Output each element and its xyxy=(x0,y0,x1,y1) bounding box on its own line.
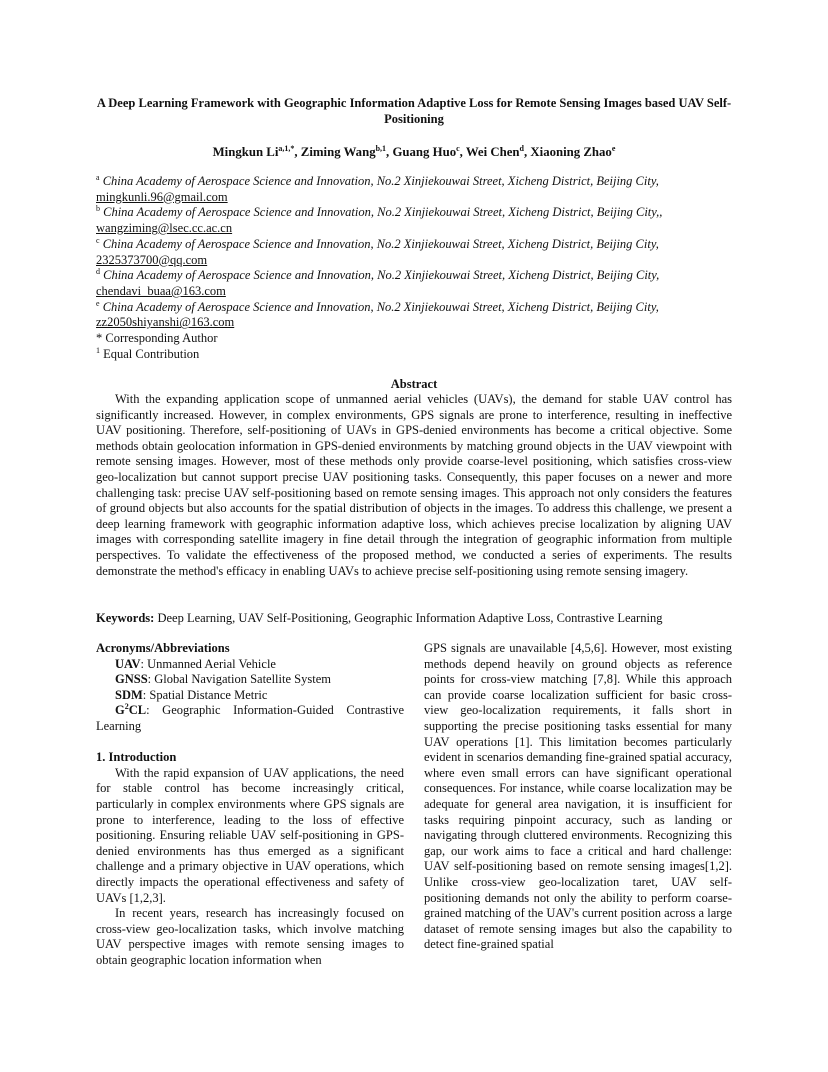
keywords-label: Keywords: xyxy=(96,611,155,625)
author: Guang Huo$^c$ xyxy=(392,144,460,159)
intro-paragraph: With the rapid expansion of UAV applications, the need for stable control has become increasingly critical, particularly in complex environments where GPS signals are prone to interference, leading to the loss of effective positioning. Ensuring reliable UAV self-positioning in GPS-denied environments has thus emerged as a significant challenge and a primary objective in UAV operations, which directly impacts the operational effectiveness and safety of UAVs [1,2,3]. xyxy=(96,765,404,905)
acronym-item: $G^2CL$: Geographic Information-Guided Contrastive Learning xyxy=(96,702,404,733)
author: Wei Chen$^d$ xyxy=(465,144,524,159)
email-link[interactable]: zz2050shiyanshi@163.com xyxy=(96,315,235,330)
acronym-item: GNSS: Global Navigation Satellite System xyxy=(115,672,331,687)
intro-paragraph-continued: GPS signals are unavailable [4,5,6]. However, most existing methods depend heavily on ground objects as reference points for cross-view matching [7,8]. While this approach can provide coarse localization sufficient for basic cross-view geo-localization requirements, it falls short in supporting the precise positioning tasks essential for many UAV operations [1]. This limitation becomes particularly evident in scenarios demanding fine-grained spatial accuracy, where even small errors can have significant operational consequences. For instance, while coarse localization may be adequate for general area navigation, it is insufficient for tasks requiring pinpoint accuracy, such as landing or navigating through cluttered environments. Recognizing this gap, our work aims to face a critical and hard challenge: UAV self-positioning based on remote sensing images[1,2]. Unlike cross-view geo-localization taret, UAV self-positioning demands not only the ability to perform coarse-grained matching of the UAV's current position across a large dataset of remote sensing images but also the capability to detect fine-grained spatial xyxy=(424,641,732,952)
keywords-text: Deep Learning, UAV Self-Positioning, Geographic Information Adaptive Loss, Contrastive Learning xyxy=(154,611,663,625)
section-heading-introduction: 1. Introduction xyxy=(96,750,177,765)
email-link[interactable]: mingkunli.96@gmail.com xyxy=(96,189,228,204)
email-link[interactable]: 2325373700@qq.com xyxy=(96,252,208,267)
affiliation: $^a$ China Academy of Aerospace Science and Innovation, No.2 Xinjiekouwai Street, Xicheng District, Beijing City, mingkunli.96@gmail.com xyxy=(96,173,659,204)
acronym-item: UAV: Unmanned Aerial Vehicle xyxy=(115,656,276,671)
email-link[interactable]: chendavi_buaa@163.com xyxy=(96,283,226,298)
author: Ziming Wang$^{b,1}$ xyxy=(300,144,387,159)
keywords xyxy=(96,610,732,626)
intro-paragraph: In recent years, research has increasingly focused on cross-view geo-localization tasks, which involve matching UAV perspective images with remote sensing images to obtain geographic location information when xyxy=(96,906,404,967)
affiliation: $^e$ China Academy of Aerospace Science and Innovation, No.2 Xinjiekouwai Street, Xicheng District, Beijing City, zz2050shiyanshi@163.com xyxy=(96,298,659,330)
affiliation: $^b$ China Academy of Aerospace Science and Innovation, No.2 Xinjiekouwai Street, Xicheng District, Beijing City,, wangziming@lsec.cc.ac.cn xyxy=(96,204,663,236)
right-column xyxy=(424,641,732,953)
abstract-heading: Abstract xyxy=(390,377,438,391)
affiliation: $^c$ China Academy of Aerospace Science and Innovation, No.2 Xinjiekouwai Street, Xicheng District, Beijing City, 2325373700@qq.com xyxy=(96,235,659,267)
author-list: Mingkun $Li^{a,1,*}$, Ziming Wang$^{b,1}$, Guang Huo$^c$, Wei Chen$^d$, Xiaoning Zhao$^e$ xyxy=(212,144,616,159)
paper-title: A Deep Learning Framework with Geographic Information Adaptive Loss for Remote Sensing Images based UAV Self-Positioning xyxy=(96,96,732,126)
abstract-text: With the expanding application scope of unmanned aerial vehicles (UAVs), the demand for stable UAV control has significantly increased. However, in complex environments, GPS signals are prone to interference, resulting in ineffective UAV positioning. Therefore, self-positioning of UAVs in GPS-denied environments has become a critical objective. Some methods obtain geolocation information in GPS-denied environments by matching ground objects in the UAV viewpoint with remote sensing images. However, most of these methods only provide coarse-level positioning, which satisfies cross-view geo-localization but cannot support precise UAV positioning tasks. Consequently, this paper focuses on a newer and more challenging task: precise UAV self-positioning based on remote sensing images. This approach not only considers the features of ground objects but also accounts for the spatial distribution of objects in the images. To address this challenge, we present a deep learning framework with geographic information adaptive loss, which achieves precise localization by aligning UAV images with corresponding satellite imagery in fine detail through the integration of geographic information from multiple perspectives. To validate the effectiveness of the proposed method, we conducted a series of experiments. The results demonstrate the method's efficacy in enabling UAVs to achieve precise self-positioning using remote sensing imagery. xyxy=(96,392,732,578)
author: Xiaoning Zhao$^e$ xyxy=(530,144,616,159)
acronym-item: SDM: Spatial Distance Metric xyxy=(115,687,268,702)
affiliation: $^d$ China Academy of Aerospace Science and Innovation, No.2 Xinjiekouwai Street, Xicheng District, Beijing City, chendavi_buaa@163.com xyxy=(96,267,660,298)
left-column xyxy=(96,641,404,968)
affiliation-list xyxy=(96,174,716,362)
email-link[interactable]: wangziming@lsec.cc.ac.cn xyxy=(96,221,233,236)
corresponding-author-note: * Corresponding Author xyxy=(96,331,218,346)
equal-contribution-note: $^1$ Equal Contribution xyxy=(96,345,200,361)
author: Mingkun $Li^{a,1,*}$ xyxy=(212,144,295,159)
acronyms-heading: Acronyms/Abbreviations xyxy=(96,641,230,655)
